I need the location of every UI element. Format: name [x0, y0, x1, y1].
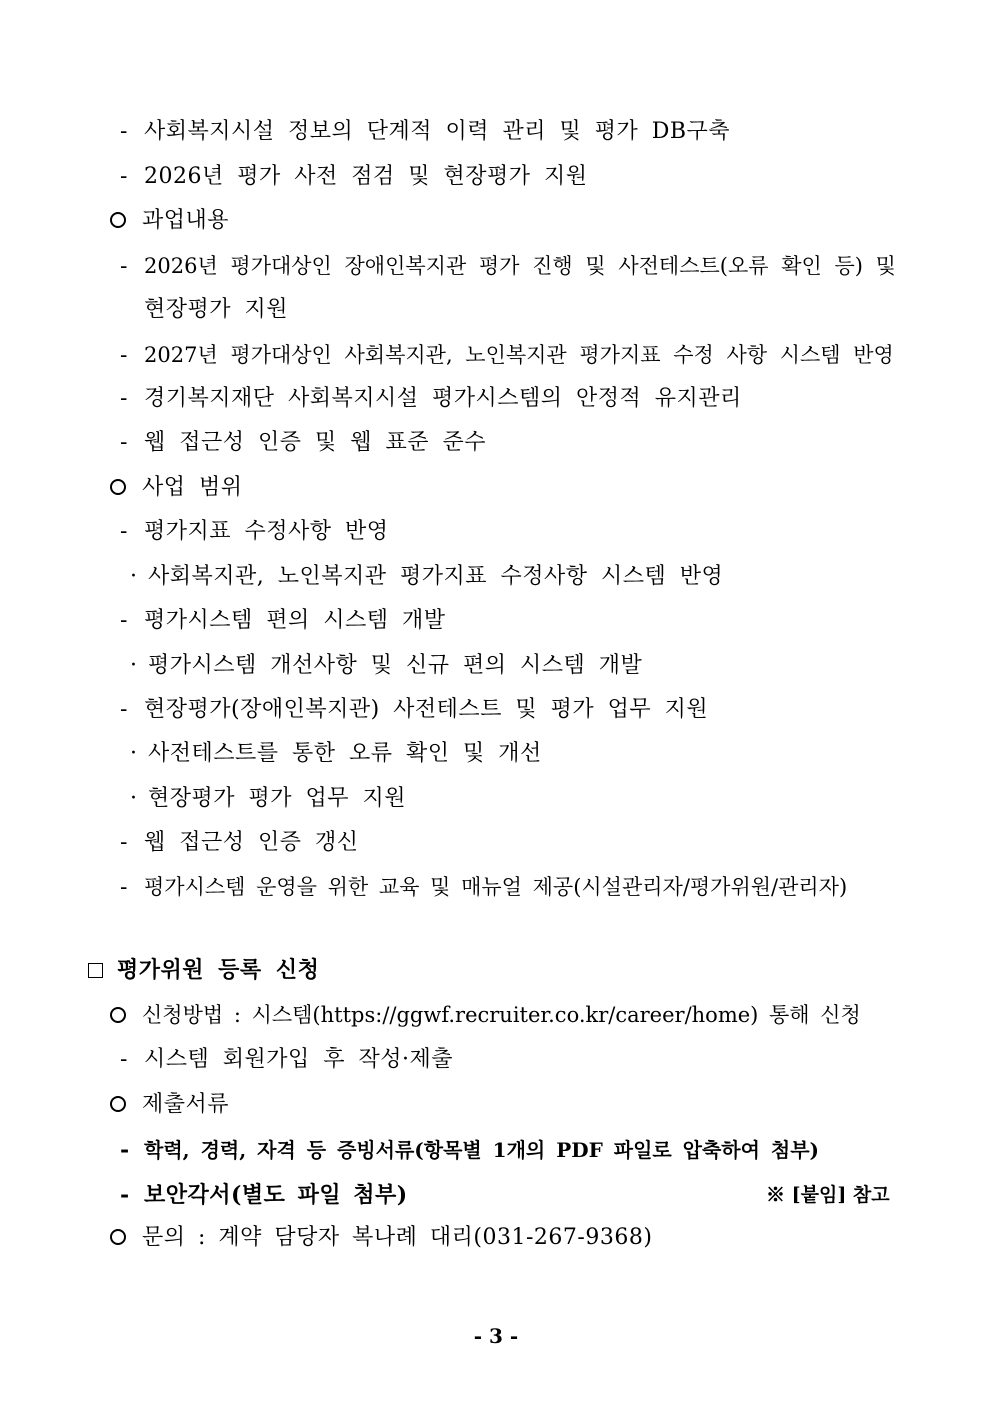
list-item-text: 평가시스템 편의 시스템 개발 — [144, 608, 446, 633]
list-item — [120, 251, 896, 281]
list-item-text: 평가시스템 운영을 위한 교육 및 매뉴얼 제공(시설관리자/평가위원/관리자) — [144, 875, 848, 899]
list-item-text: 보안각서(별도 파일 첨부) — [144, 1182, 408, 1208]
list-item-continuation — [144, 295, 288, 325]
subheading-text: 사업 범위 — [142, 475, 243, 500]
list-item-text: 사회복지관, 노인복지관 평가지표 수정사항 시스템 반영 — [148, 564, 724, 589]
subheading — [110, 206, 229, 236]
list-item — [120, 517, 389, 547]
list-item — [120, 428, 486, 458]
section-heading — [88, 955, 319, 985]
sub-list-item — [130, 739, 542, 769]
dash-marker: - — [120, 519, 128, 544]
sub-list-item — [130, 651, 642, 681]
list-item — [120, 340, 894, 370]
list-item-text: 현장평가(장애인복지관) 사전테스트 및 평가 업무 지원 — [144, 697, 709, 722]
dot-marker: · — [130, 653, 138, 678]
square-bullet-icon — [88, 963, 103, 978]
list-item — [120, 162, 587, 192]
list-item-text: 웹 접근성 인증 갱신 — [144, 830, 359, 855]
subheading-text: 제출서류 — [142, 1092, 230, 1117]
dash-marker: - — [120, 119, 128, 144]
dash-marker: - — [120, 343, 128, 368]
list-item-text: 2026년 평가 사전 점검 및 현장평가 지원 — [144, 164, 588, 189]
list-item-text: 현장평가 지원 — [144, 297, 289, 322]
list-item-text: 현장평가 평가 업무 지원 — [148, 786, 407, 811]
dash-marker: - — [120, 254, 128, 279]
subheading-text: 과업내용 — [142, 208, 230, 233]
list-item — [120, 1180, 408, 1210]
dot-marker: · — [130, 741, 138, 766]
list-item-text: 시스템 회원가입 후 작성·제출 — [144, 1047, 453, 1072]
dash-marker: - — [120, 697, 128, 722]
circle-bullet-icon — [110, 1229, 126, 1245]
page-number: - 3 - — [473, 1324, 519, 1348]
dash-marker: - — [120, 1047, 128, 1072]
list-item — [120, 872, 847, 902]
list-item — [120, 384, 742, 414]
list-item — [120, 695, 708, 725]
attachment-reference-note: ※ [붙임] 참고 — [766, 1184, 890, 1206]
subheading — [110, 1000, 861, 1030]
circle-bullet-icon — [110, 1007, 126, 1023]
list-item — [120, 606, 446, 636]
dot-marker: · — [130, 564, 138, 589]
dot-marker: · — [130, 786, 138, 811]
contact-text: 문의 : 계약 담당자 복나례 대리(031-267-9368) — [142, 1225, 653, 1250]
circle-bullet-icon — [110, 212, 126, 228]
list-item-text: 사회복지시설 정보의 단계적 이력 관리 및 평가 DB구축 — [144, 119, 731, 144]
dash-marker: - — [120, 608, 128, 633]
dash-marker: - — [120, 1182, 130, 1208]
dash-marker: - — [120, 386, 128, 411]
dash-marker: - — [120, 430, 128, 455]
list-item — [120, 1045, 453, 1075]
list-item-text: 사전테스트를 통한 오류 확인 및 개선 — [148, 741, 542, 766]
subheading — [110, 1090, 229, 1120]
list-item — [120, 1135, 819, 1165]
list-item — [120, 117, 730, 147]
subheading — [110, 473, 243, 503]
list-item-text: 경기복지재단 사회복지시설 평가시스템의 안정적 유지관리 — [144, 386, 742, 411]
dash-marker: - — [120, 830, 128, 855]
sub-list-item — [130, 784, 406, 814]
list-item-text: 학력, 경력, 자격 등 증빙서류(항목별 1개의 PDF 파일로 압축하여 첨부) — [144, 1138, 820, 1162]
circle-bullet-icon — [110, 1096, 126, 1112]
subheading — [110, 1223, 652, 1253]
list-item-text: 2026년 평가대상인 장애인복지관 평가 진행 및 사전테스트(오류 확인 등) 및 — [144, 254, 896, 278]
dash-marker: - — [120, 875, 128, 900]
list-item-text: 평가지표 수정사항 반영 — [144, 519, 389, 544]
section-title: 평가위원 등록 신청 — [117, 957, 320, 983]
list-item-text: 웹 접근성 인증 및 웹 표준 준수 — [144, 430, 486, 455]
dash-marker: - — [120, 1137, 130, 1163]
circle-bullet-icon — [110, 479, 126, 495]
application-method-text: 신청방법 : 시스템(https://ggwf.recruiter.co.kr/career/home) 통해 신청 — [142, 1003, 861, 1027]
sub-list-item — [130, 562, 723, 592]
list-item-text: 2027년 평가대상인 사회복지관, 노인복지관 평가지표 수정 사항 시스템 반영 — [144, 343, 894, 367]
list-item — [120, 828, 359, 858]
list-item-text: 평가시스템 개선사항 및 신규 편의 시스템 개발 — [148, 653, 643, 678]
dash-marker: - — [120, 164, 128, 189]
